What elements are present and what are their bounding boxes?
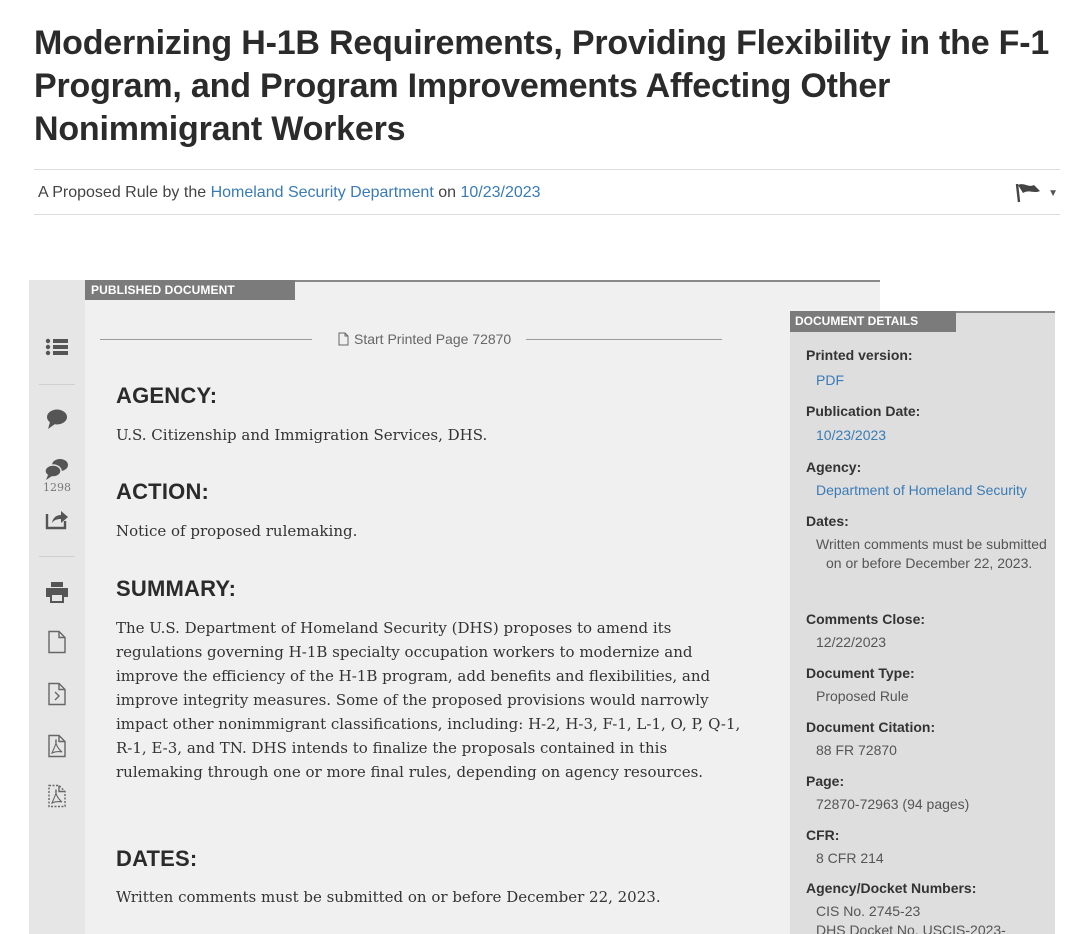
page-marker-text: Start Printed Page 72870 [354,331,512,347]
pdf-icon [46,734,68,758]
comment-icon [44,408,70,430]
document-icon [46,630,68,654]
agency-link[interactable]: Homeland Security Department [210,184,434,201]
summary-heading: SUMMARY: [116,576,237,601]
flag-menu-button[interactable] [1014,182,1058,204]
document-type-value: Proposed Rule [816,688,909,704]
divider-line [526,339,722,340]
flag-icon [1014,182,1044,204]
pdf-dotted-icon [46,784,68,808]
cfr-label: CFR: [806,827,840,843]
page-icon [338,332,349,346]
document-button[interactable] [29,630,85,654]
printed-version-label: Printed version: [806,347,913,363]
publication-date-link[interactable]: 10/23/2023 [460,184,541,201]
document-citation-label: Document Citation: [806,719,936,735]
document-type-label: Document Type: [806,665,915,681]
page-value: 72870-72963 (94 pages) [816,796,970,812]
agency-value-link[interactable]: Department of Homeland Security [816,482,1027,498]
tool-rail [29,280,85,934]
pdf-alt-button[interactable] [29,784,85,808]
dates-label: Dates: [806,513,849,529]
comment-count: 1298 [43,481,71,494]
comments-close-label: Comments Close: [806,611,926,627]
page-marker-label [338,331,511,347]
rail-divider [39,556,75,557]
published-document-panel [85,280,880,934]
divider-line [100,339,312,340]
comment-button[interactable] [29,408,85,430]
agency-label: Agency: [806,459,862,475]
comments-close-value: 12/22/2023 [816,634,887,650]
share-button[interactable] [29,508,85,530]
document-details-tab: DOCUMENT DETAILS [790,311,956,332]
action-heading: ACTION: [116,479,210,504]
table-of-contents-button[interactable] [29,336,85,358]
document-arrow-icon [46,682,68,706]
rail-divider [39,384,75,385]
byline-prefix: A Proposed Rule by the [38,184,211,201]
page-label: Page: [806,773,845,789]
action-text: Notice of proposed rulemaking. [116,522,358,540]
printed-page-marker [100,330,722,348]
dates-heading: DATES: [116,846,198,871]
list-icon [44,336,70,358]
document-view-button[interactable] [29,682,85,706]
byline [38,184,541,202]
pdf-button[interactable] [29,734,85,758]
dates-value: Written comments must be submitted on or before December 22, 2023. [816,536,1047,571]
print-icon [44,580,70,604]
chevron-down-icon: ▼ [1048,187,1058,199]
comments-icon [43,458,71,480]
docket-number-1: CIS No. 2745-23 [816,903,921,919]
dates-text: Written comments must be submitted on or before December 22, 2023. [116,888,661,906]
print-button[interactable] [29,580,85,604]
publication-date-value[interactable]: 10/23/2023 [816,427,887,443]
summary-text: The U.S. Department of Homeland Security (DHS) proposes to amend its regulations governing H-1B specialty occupation workers to modernize and improve the efficiency of the H-1B program, add benefits and flexibilities, and improve integrity measures. Some of the proposed provisions would narrowly impact other nonimmigrant classifications, including: H-2, H-3, F-1, L-1, O, P, Q-1, R-1, E-3, and TN. DHS intends to finalize the proposals contained in this rulemaking through one or more final rules, depending on agency resources. [116,619,741,781]
pdf-link[interactable]: PDF [816,372,844,388]
document-title: Modernizing H-1B Requirements, Providing Flexibility in the F-1 Program, and Program Improvements Affecting Other Nonimmigrant Workers [34,24,1050,148]
docket-number-2: DHS Docket No. USCIS-2023- [816,922,1006,934]
docket-numbers-label: Agency/Docket Numbers: [806,880,977,896]
byline-bar [34,169,1060,215]
agency-text: U.S. Citizenship and Immigration Services, DHS. [116,426,488,444]
published-document-tab: PUBLISHED DOCUMENT [85,280,295,300]
cfr-value: 8 CFR 214 [816,850,884,866]
publication-date-label: Publication Date: [806,403,921,419]
share-icon [44,508,70,530]
byline-on: on [433,184,461,201]
agency-heading: AGENCY: [116,383,218,408]
document-citation-value: 88 FR 72870 [816,742,897,758]
view-comments-button[interactable] [29,458,85,494]
